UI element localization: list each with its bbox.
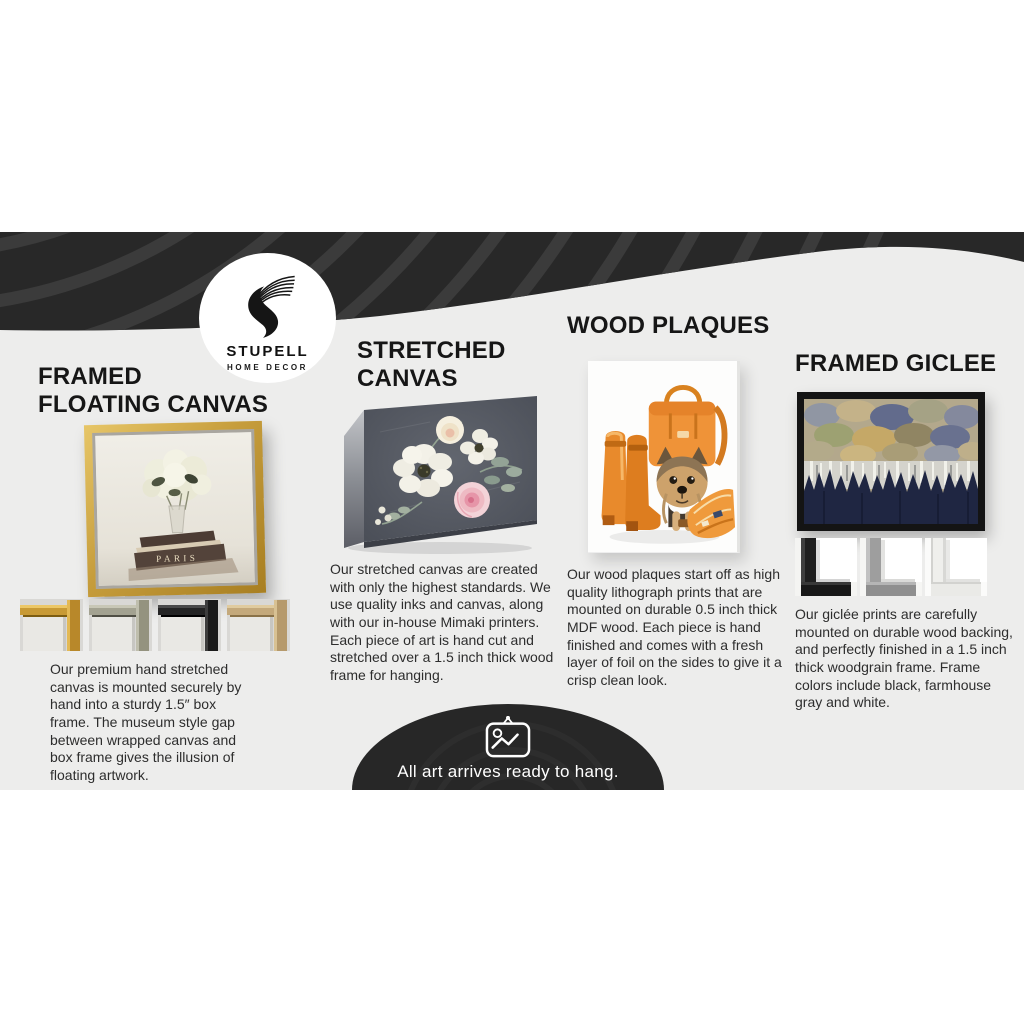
- floating-frame-swatches: [20, 599, 290, 651]
- description-framed-giclee: Our giclée prints are carefully mounted on durable wood backing, and perfectly finished in a 1.5 inch thick woodgrain frame. Frame colors include black, farmhouse gray and white.: [795, 606, 1013, 711]
- frame-swatch-tan: [227, 599, 290, 651]
- heading-framed-giclee: [795, 350, 996, 378]
- floating-canvas-product-image: [84, 421, 266, 597]
- heading-wood-plaques: [567, 312, 769, 340]
- heading-line: STRETCHED: [357, 337, 506, 364]
- footer-message: All art arrives ready to hang.: [397, 762, 619, 781]
- heading-line: CANVAS: [357, 364, 458, 392]
- description-framed-floating-canvas: Our premium hand stretched canvas is mounted securely by hand into a sturdy 1.5″ box frame. The museum style gap between wrapped canvas and box frame gives the illusion of floating artwork.: [50, 661, 242, 783]
- footer-banner: [352, 704, 664, 790]
- giclee-frame-swatches: [795, 538, 987, 596]
- framed-picture-icon: [481, 716, 535, 760]
- framed-giclee-product-image: [797, 392, 985, 531]
- frame-swatch-gold: [20, 599, 83, 651]
- wood-plaque-product-image: [588, 361, 740, 553]
- heading-line: FRAMED GICLEE: [795, 350, 997, 377]
- frame-swatch-gray: [860, 538, 922, 596]
- heading-line: FRAMED: [38, 363, 142, 390]
- frame-swatch-champagne-silver: [89, 599, 152, 651]
- paris-book-title: PARIS: [156, 552, 199, 564]
- stupell-s-swirl-icon: [237, 269, 299, 341]
- top-wave-band: [0, 232, 1024, 344]
- brand-logo: [199, 253, 336, 383]
- orange-handbag: [649, 387, 725, 466]
- heading-line: FLOATING CANVAS: [38, 390, 269, 418]
- brand-tagline: HOME DECOR: [226, 363, 309, 372]
- frame-swatch-black: [795, 538, 857, 596]
- heading-line: WOOD PLAQUES: [567, 312, 770, 339]
- frame-swatch-black: [158, 599, 221, 651]
- brand-name: STUPELL: [226, 343, 309, 360]
- frame-swatch-white: [925, 538, 987, 596]
- stretched-canvas-product-image: [330, 392, 544, 554]
- heading-stretched-canvas: [357, 337, 505, 393]
- description-stretched-canvas: Our stretched canvas are created with only the highest standards. We use quality inks and canvas, along with our in-house Mimaki printers. Each piece of art is hand cut and stretched over a 1.5 inch thick wood frame for hanging.: [330, 561, 554, 683]
- description-wood-plaques: Our wood plaques start off as high quality lithograph prints that are mounted on durable 0.5 inch thick MDF wood. Each piece is hand finished and comes with a fresh layer of foil on the sides to give it a crisp clean look.: [567, 566, 782, 688]
